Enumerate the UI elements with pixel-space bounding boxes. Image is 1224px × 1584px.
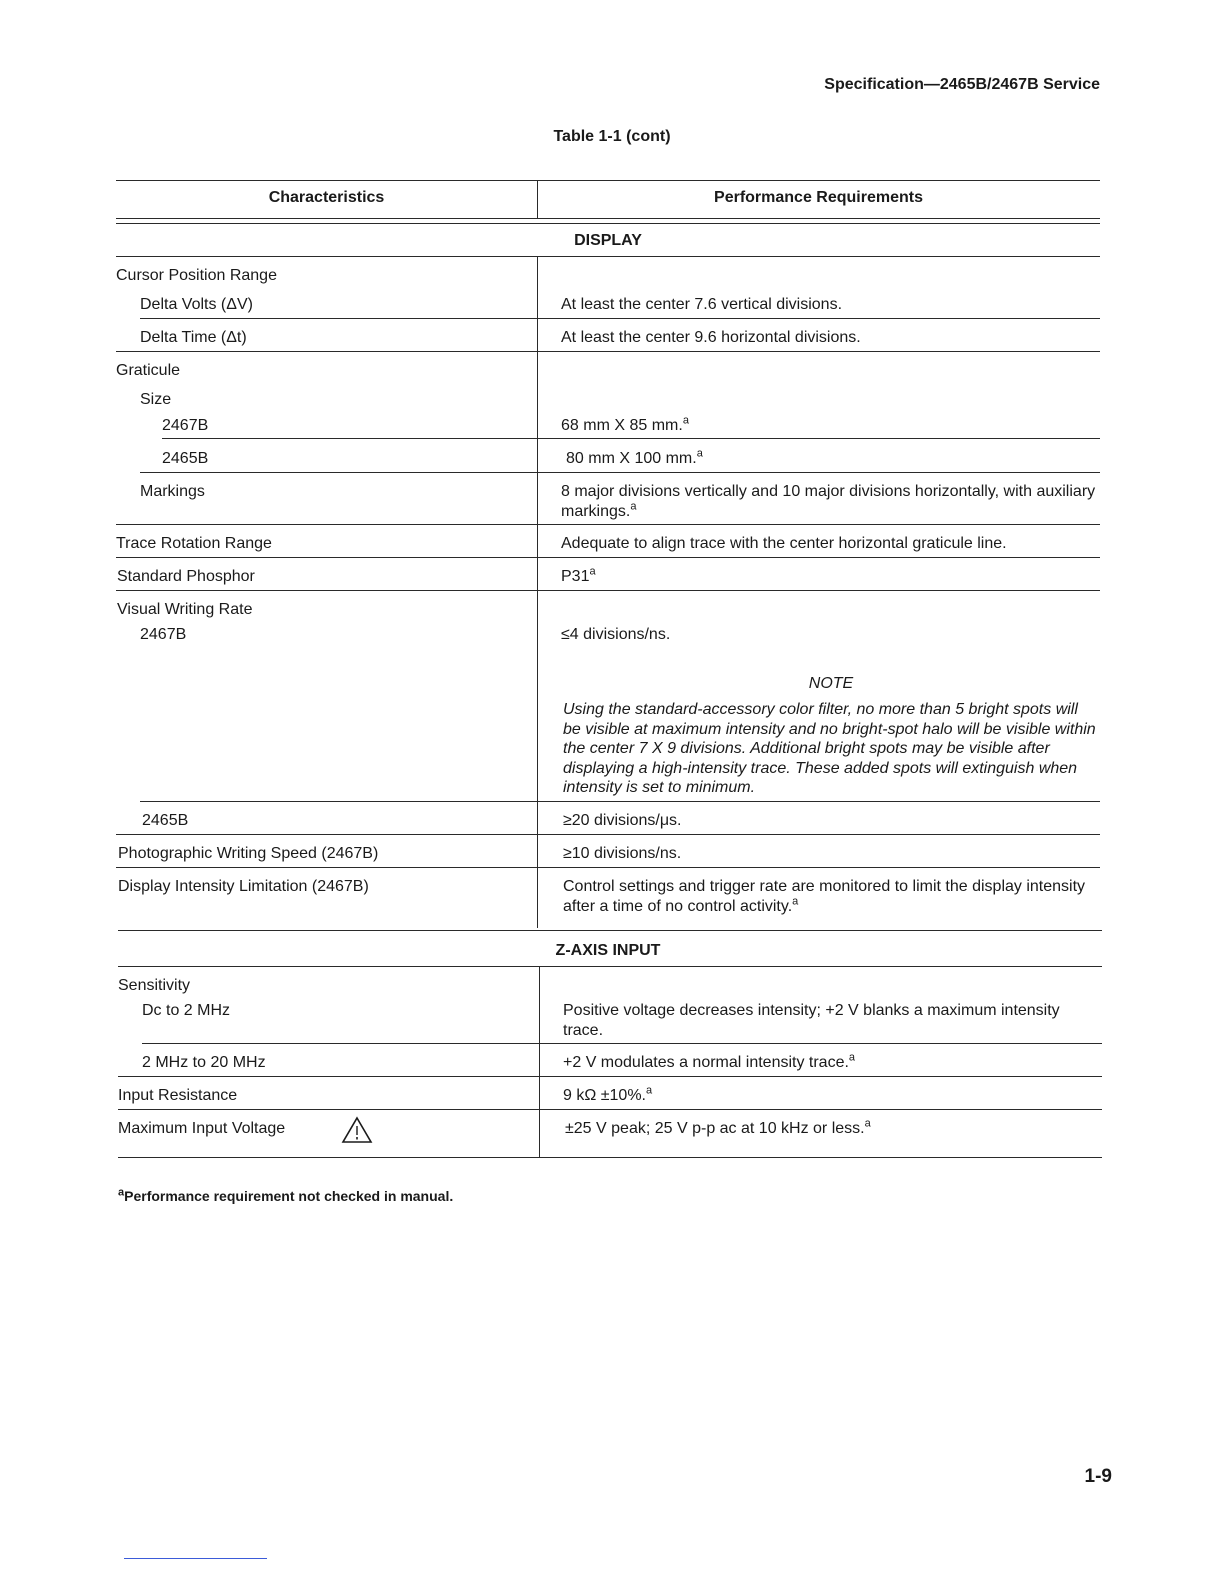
row-sensitivity: Sensitivity [118,977,191,994]
req-dc-2mhz: Positive voltage decreases intensity; +2 V blanks a maximum intensity trace. [563,1002,1060,1039]
row-rule [116,351,1100,352]
row-rule [140,472,1100,473]
row-rule [116,590,1100,591]
column-divider-zaxis [539,966,540,1158]
row-intensity-limit: Display Intensity Limitation (2467B) [118,878,369,895]
row-rule [140,318,1100,319]
req-delta-time: At least the center 9.6 horizontal divisions. [561,329,861,346]
row-rule [118,1076,1102,1077]
req-max-input: ±25 V peak; 25 V p-p ac at 10 kHz or less.$^a$ [565,1117,871,1137]
note-body: Using the standard-accessory color filter, no more than 5 bright spots will be visible at maximum intensity and no bright-spot halo will be visible within the center 7 X 9 divisions. Additional bright spots may be visible after displaying a high-intensity trace. These added spots will extinguish when intensity is set to minimum. [563,701,1096,796]
req-size-2467b: 68 mm X 85 mm.$^a$ [561,414,689,434]
header-rule-2 [116,223,1100,224]
row-markings: Markings [140,483,205,500]
row-size-2467b: 2467B [162,417,209,434]
row-dc-2mhz: Dc to 2 MHz [142,1002,231,1019]
req-photo-speed: ≥10 divisions/ns. [563,845,682,862]
row-cursor-range: Cursor Position Range [116,267,277,284]
row-rule [116,557,1100,558]
req-size-2465b: 80 mm X 100 mm.$^a$ [566,447,703,467]
page-number: 1-9 [1084,1466,1112,1487]
table-top-rule [116,180,1100,181]
req-vwr-2467b: ≤4 divisions/ns. [561,626,671,643]
row-rule [140,801,1100,802]
row-vwr-2465b: 2465B [142,812,189,829]
row-phosphor: Standard Phosphor [117,568,255,585]
running-head: Specification—2465B/2467B Service [824,76,1100,93]
req-intensity-limit: Control settings and trigger rate are monitored to limit the display intensity after a time of no control activity.$^a$ [563,878,1086,915]
row-rule [116,524,1100,525]
req-trace-rotation: Adequate to align trace with the center horizontal graticule line. [561,535,1007,552]
req-markings: 8 major divisions vertically and 10 major divisions horizontally, with auxiliary markings.$^a$ [561,483,1096,520]
note-title: NOTE [808,675,854,692]
bottom-rule [124,1558,267,1559]
row-size: Size [140,391,172,408]
req-input-resistance: 9 kΩ ±10%.$^a$ [563,1084,653,1104]
section-zaxis-rule [118,966,1102,967]
row-trace-rotation: Trace Rotation Range [116,535,272,552]
row-vwr-2467b: 2467B [140,626,187,643]
row-rule [116,834,1100,835]
req-2-20mhz: +2 V modulates a normal intensity trace.$^a$ [563,1051,856,1071]
row-rule [116,867,1100,868]
header-rule-1 [116,218,1100,219]
footnote: $^a$Performance requirement not checked in manual. [118,1186,454,1204]
col-header-characteristics: Characteristics [268,189,385,206]
table-title: Table 1-1 (cont) [553,128,671,145]
row-vwr: Visual Writing Rate [117,601,253,618]
row-rule [118,1109,1102,1110]
row-photo-speed: Photographic Writing Speed (2467B) [118,845,379,862]
row-delta-volts: Delta Volts (ΔV) [140,296,253,313]
req-delta-volts: At least the center 7.6 vertical divisions. [561,296,843,313]
table-bottom-rule [118,1157,1102,1158]
row-input-resistance: Input Resistance [118,1087,238,1104]
row-2-20mhz: 2 MHz to 20 MHz [142,1054,266,1071]
req-vwr-2465b: ≥20 divisions/μs. [563,812,682,829]
section-display: DISPLAY [574,232,642,249]
section-end-rule [118,930,1102,931]
row-rule [142,1043,1102,1044]
row-max-input: Maximum Input Voltage [118,1120,286,1137]
row-size-2465b: 2465B [162,450,209,467]
col-header-performance: Performance Requirements [714,189,923,206]
section-zaxis: Z-AXIS INPUT [555,942,661,959]
row-delta-time: Delta Time (Δt) [140,329,247,346]
section-display-rule [116,256,1100,257]
warning-triangle-icon [341,1116,373,1144]
row-rule [162,438,1100,439]
row-graticule: Graticule [116,362,181,379]
column-divider-display [537,256,538,928]
req-phosphor: P31$^a$ [561,565,596,585]
